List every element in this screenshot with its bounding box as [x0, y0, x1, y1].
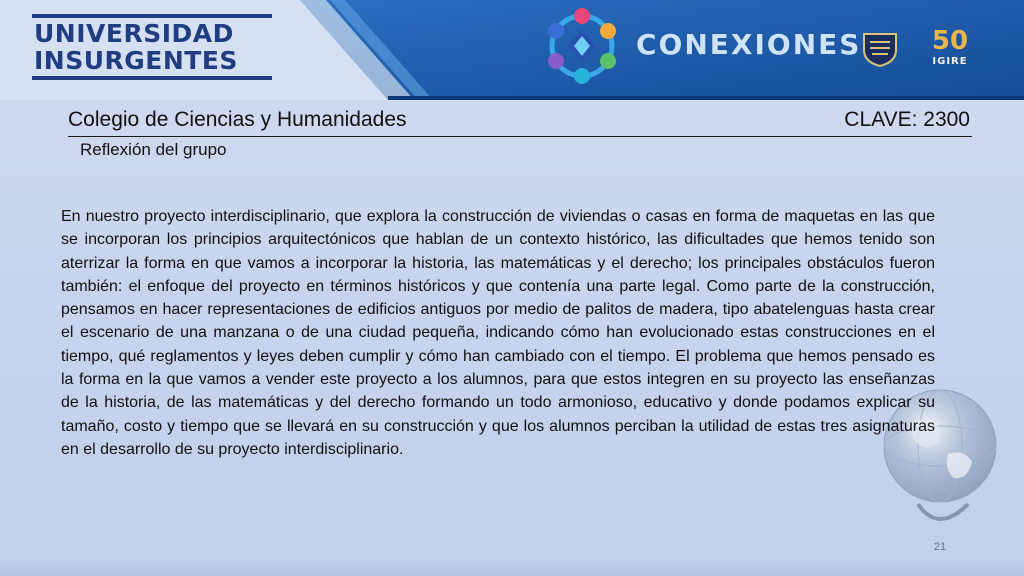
anniversary-number: 50	[931, 26, 969, 56]
conexiones-logo-icon	[542, 6, 622, 86]
footer-band	[0, 556, 1024, 576]
title-row	[68, 106, 972, 137]
page-title: Colegio de Ciencias y Humanidades	[68, 108, 407, 131]
section-subtitle: Reflexión del grupo	[80, 140, 227, 159]
unam-seal-icon	[860, 28, 900, 68]
page-number: 21	[933, 541, 947, 553]
conexiones-wordmark: CONEXIONES	[636, 28, 862, 61]
logo-line-2: INSURGENTES	[34, 46, 238, 75]
universidad-insurgentes-logo	[32, 14, 274, 84]
course-code: CLAVE: 2300	[844, 108, 970, 131]
logo-line-1: UNIVERSIDAD	[34, 19, 234, 48]
reflection-text: En nuestro proyecto interdisciplinario, que explora la construcción de viviendas o casas en forma de maquetas en las que se incorporan los principios arquitectónicos que hablan de un contexto histórico, las dificultades que hemos tenido son aterrizar la forma en que vamos a incorporar la historia, las matemáticas y el derecho; los principales obstáculos fueron también: el enfoque del proyecto en términos históricos y que contenía una parte legal. Como parte de la construcción, pensamos en hacer representaciones de edificios antiguos por medio de palitos de madera, tipo abatelenguas hasta crear el escenario de una manzana o de una ciudad pequeña, indicando cómo han evolucionado estas construcciones en el tiempo, qué reglamentos y leyes deben cumplir y cómo han cambiado con el tiempo. El problema que hemos pensado es la forma en la que vamos a vender este proyecto a los alumnos, para que estos integren en su proyecto las enseñanzas de la historia, de las matemáticas y del derecho formando un todo armonioso, educativo y donde podamos explicar su tamaño, costo y tiempo que se llevará en su construcción y que los alumnos perciban la utilidad de estas tres asignaturas en el desarrollo de su proyecto interdisciplinario.	[61, 208, 935, 458]
anniversary-text: IGIRE	[932, 56, 968, 67]
anniversary-logo	[920, 26, 980, 72]
